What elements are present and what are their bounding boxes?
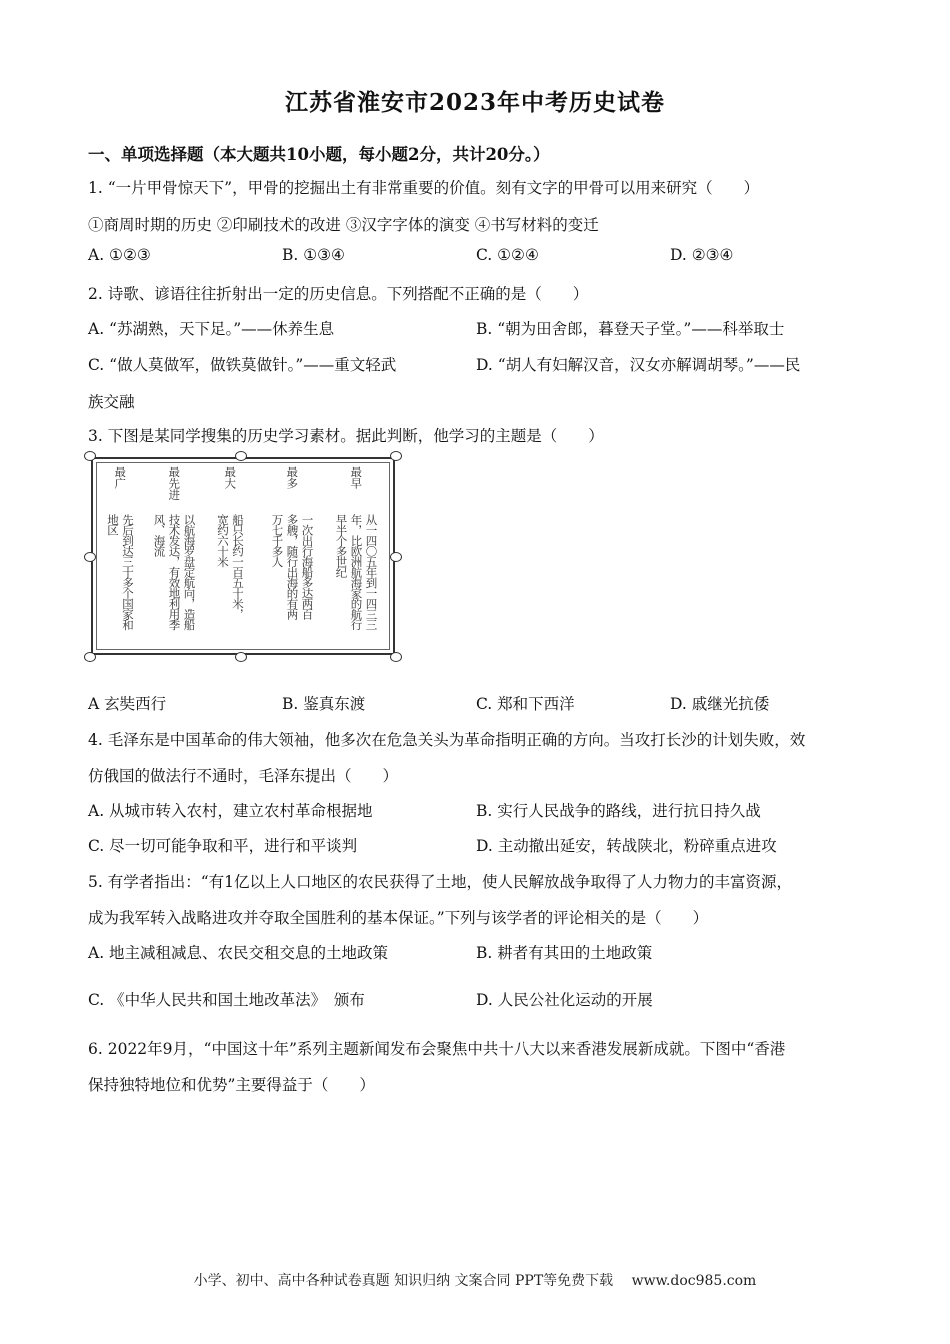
figure-column-head: 最先进 xyxy=(167,466,182,501)
q6-stem-line-1: 6. 2022年9月，“中国这十年”系列主题新闻发布会聚焦中共十八大以来香港发展新成就。下图中“香港 xyxy=(88,1040,786,1058)
q1-option-c: C. ①②④ xyxy=(476,246,539,264)
figure-column-line: 先后到达三十多个国家和 xyxy=(121,514,135,630)
page-footer: 小学、初中、高中各种试卷真题 知识归纳 文案合同 PPT等免费下载 www.doc985.com xyxy=(193,1273,757,1289)
figure-column-line: 以航海罗盘定航向，造船 xyxy=(182,514,197,630)
figure-column-line: 多艘，随行出海的有两 xyxy=(285,514,300,619)
scroll-knob xyxy=(84,451,96,461)
scroll-knob xyxy=(235,451,247,461)
figure-column-line: 万七千多人 xyxy=(270,514,285,567)
figure-column-line: 风、海流 xyxy=(152,514,167,556)
q4-option-c: C. 尽一切可能争取和平，进行和平谈判 xyxy=(88,837,358,855)
q4-option-d: D. 主动撤出延安，转战陕北，粉碎重点进攻 xyxy=(476,837,777,855)
zheng-he-scroll-figure xyxy=(88,454,400,660)
section-heading: 一、单项选择题（本大题共10小题，每小题2分，共计20分。） xyxy=(88,145,550,164)
figure-column-head: 最多 xyxy=(285,466,300,489)
figure-column-head: 最早 xyxy=(349,466,364,489)
scroll-knob xyxy=(390,451,402,461)
q2-option-c: C. “做人莫做军，做铁莫做针。”——重文轻武 xyxy=(88,356,397,374)
q1-option-d: D. ②③④ xyxy=(670,246,734,264)
q3-option-a: A 玄奘西行 xyxy=(88,695,167,713)
q2-option-b: B. “朝为田舍郎，暮登天子堂。”——科举取士 xyxy=(476,320,785,338)
q5-option-b: B. 耕者有其田的土地政策 xyxy=(476,944,653,962)
figure-column-line: 早半个多世纪 xyxy=(334,514,349,577)
q3-option-b: B. 鉴真东渡 xyxy=(282,695,366,713)
figure-column-line: 一次出行海船多达两百 xyxy=(300,514,315,619)
q2-option-d-cont: 族交融 xyxy=(88,393,135,411)
q1-stem: 1. “一片甲骨惊天下”，甲骨的挖掘出土有非常重要的价值。刻有文字的甲骨可以用来研究（ ） xyxy=(88,179,760,197)
figure-column-line: 年，比欧洲航海家的航行 xyxy=(349,514,364,630)
q6-stem-line-2: 保持独特地位和优势”主要得益于（ ） xyxy=(88,1076,375,1094)
q5-option-a: A. 地主减租减息、农民交租交息的土地政策 xyxy=(88,944,389,962)
q5-stem-line-2: 成为我军转入战略进攻并夺取全国胜利的基本保证。”下列与该学者的评论相关的是（ ） xyxy=(88,909,709,927)
page-title: 江苏省淮安市2023年中考历史试卷 xyxy=(284,89,665,116)
figure-column-head: 最大 xyxy=(223,466,238,489)
q4-option-b: B. 实行人民战争的路线，进行抗日持久战 xyxy=(476,802,761,820)
figure-column-line: 船只长约一百五十米， xyxy=(231,514,245,619)
q1-option-a: A. ①②③ xyxy=(88,246,151,264)
figure-column-line: 技术发达，有效地利用季 xyxy=(167,514,182,630)
q4-option-a: A. 从城市转入农村，建立农村革命根据地 xyxy=(88,802,373,820)
q4-stem-line-2: 仿俄国的做法行不通时，毛泽东提出（ ） xyxy=(88,767,399,785)
figure-column-line: 宽约六十米 xyxy=(216,514,230,567)
scroll-knob xyxy=(390,652,402,662)
q1-items: ①商周时期的历史 ②印刷技术的改进 ③汉字字体的演变 ④书写材料的变迁 xyxy=(88,216,599,234)
q5-stem-line-1: 5. 有学者指出：“有1亿以上人口地区的农民获得了土地，使人民解放战争取得了人力物力的丰富资源， xyxy=(88,873,793,891)
q3-option-d: D. 戚继光抗倭 xyxy=(670,695,770,713)
q3-option-c: C. 郑和下西洋 xyxy=(476,695,575,713)
q2-option-d: D. “胡人有妇解汉音，汉女亦解调胡琴。”——民 xyxy=(476,356,801,374)
q3-stem: 3. 下图是某同学搜集的历史学习素材。据此判断，他学习的主题是（ ） xyxy=(88,427,604,445)
q2-option-a: A. “苏湖熟，天下足。”——休养生息 xyxy=(88,320,335,338)
q1-option-b: B. ①③④ xyxy=(282,246,345,264)
q4-stem-line-1: 4. 毛泽东是中国革命的伟大领袖，他多次在危急关头为革命指明正确的方向。当攻打长沙的计划失败，效 xyxy=(88,731,806,749)
q5-option-d: D. 人民公社化运动的开展 xyxy=(476,991,653,1009)
figure-column-line: 从一四〇五年到一四三三 xyxy=(364,514,379,630)
figure-column-head: 最广 xyxy=(113,466,128,489)
figure-column-line: 地区 xyxy=(106,514,120,535)
q5-option-c: C. 《中华人民共和国土地改革法》 颁布 xyxy=(88,991,365,1009)
q2-stem: 2. 诗歌、谚语往往折射出一定的历史信息。下列搭配不正确的是（ ） xyxy=(88,285,589,303)
scroll-knob xyxy=(390,552,402,562)
